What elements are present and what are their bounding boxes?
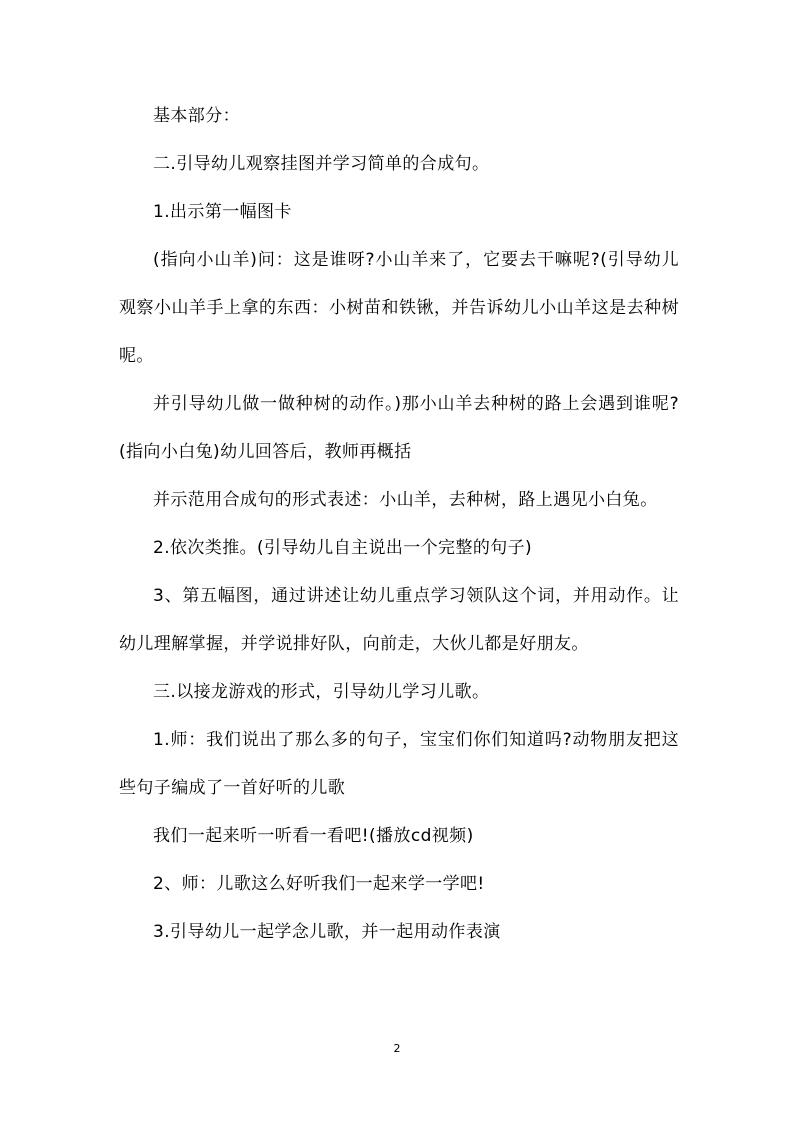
paragraph-analogy: 2.依次类推。(引导幼儿自主说出一个完整的句子) — [153, 538, 533, 558]
paragraph-step-two-heading: 二.引导幼儿观察挂图并学习简单的合成句。 — [153, 154, 490, 174]
document-body — [119, 92, 679, 956]
paragraph-teacher-question: 1.师：我们说出了那么多的句子，宝宝们你们知道吗?动物朋友把这些句子编成了一首好听的儿歌 — [119, 730, 679, 798]
paragraph-planting-action: 并引导幼儿做一做种树的动作。)那小山羊去种树的路上会遇到谁呢?(指向小白兔)幼儿回答后，教师再概括 — [119, 394, 679, 462]
paragraph-fifth-picture: 3、第五幅图，通过讲述让幼儿重点学习领队这个词，并用动作。让幼儿理解掌握，并学说排好队，向前走，大伙儿都是好朋友。 — [119, 586, 679, 654]
paragraph-recite-and-act: 3.引导幼儿一起学念儿歌，并一起用动作表演 — [153, 922, 501, 942]
page-number: 2 — [393, 1042, 401, 1055]
paragraph-compound-sentence-demo: 并示范用合成句的形式表述：小山羊，去种树，路上遇见小白兔。 — [153, 490, 658, 510]
paragraph-play-video: 我们一起来听一听看一看吧!(播放cd视频) — [153, 826, 474, 846]
paragraph-point-to-goat: (指向小山羊)问：这是谁呀?小山羊来了，它要去干嘛呢?(引导幼儿观察小山羊手上拿的东西：小树苗和铁锹，并告诉幼儿小山羊这是去种树呢。 — [119, 250, 679, 366]
paragraph-section-heading: 基本部分： — [153, 106, 240, 126]
paragraph-show-first-card: 1.出示第一幅图卡 — [153, 202, 292, 222]
paragraph-step-three-heading: 三.以接龙游戏的形式，引导幼儿学习儿歌。 — [153, 682, 490, 702]
paragraph-learn-song: 2、师：儿歌这么好听我们一起来学一学吧! — [153, 874, 485, 894]
